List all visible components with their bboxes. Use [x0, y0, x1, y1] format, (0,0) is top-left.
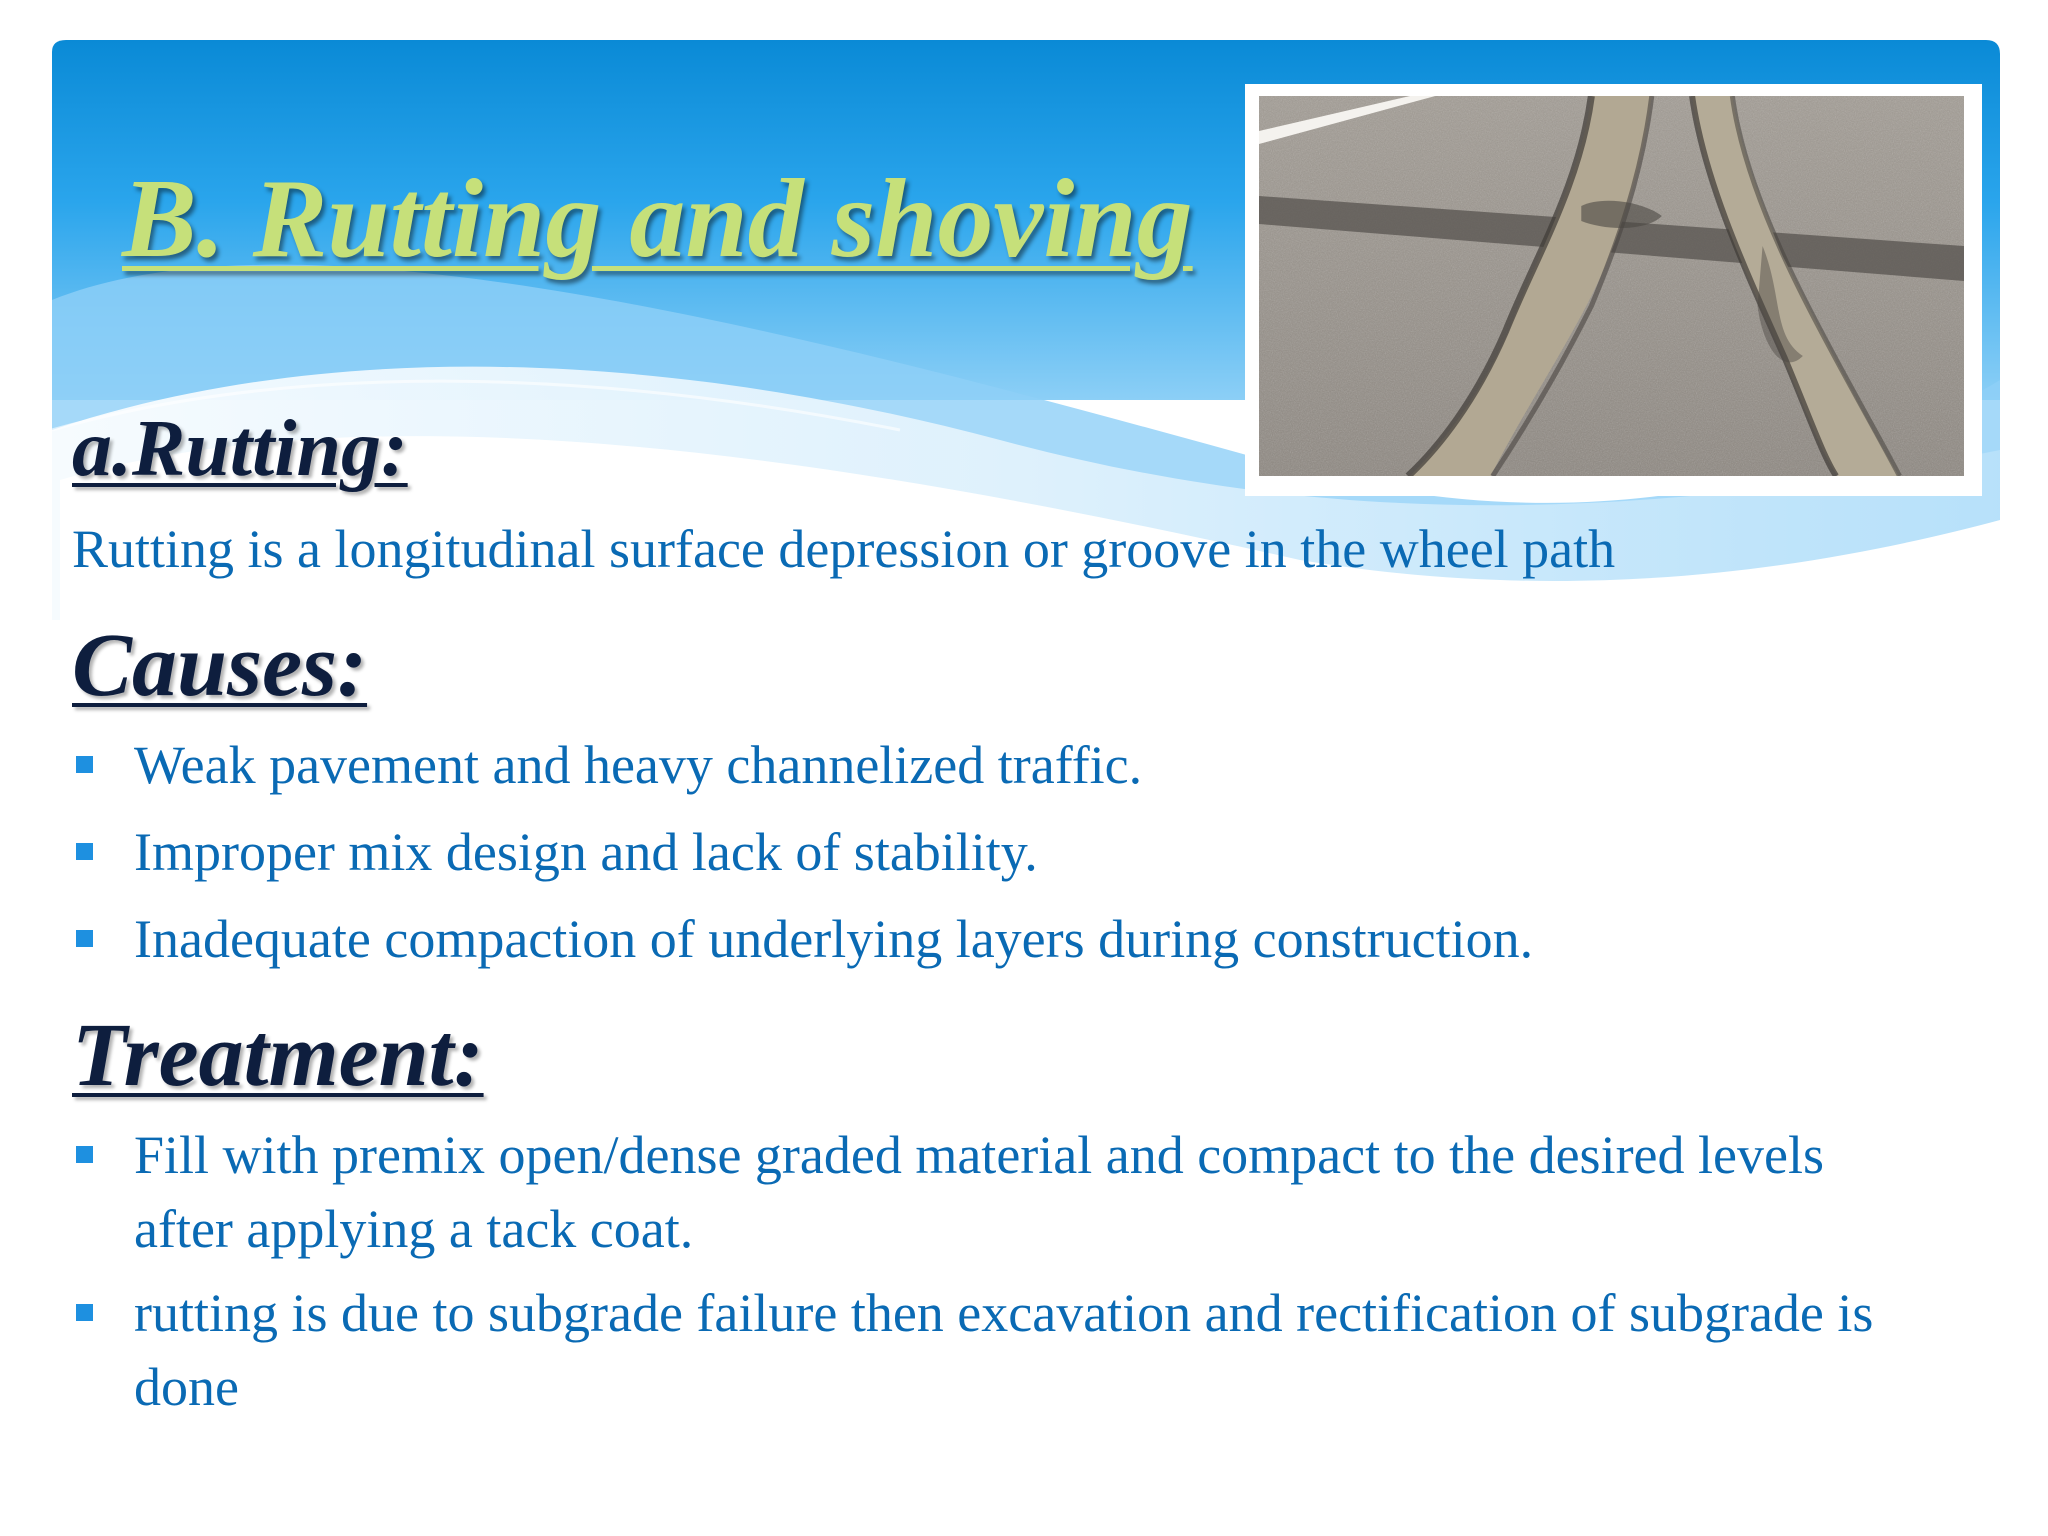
list-item [72, 728, 1902, 802]
bullet-square-icon [76, 843, 93, 860]
treatment-text: rutting is due to subgrade failure then excavation and rectification of subgrade is done [134, 1283, 1874, 1417]
bullet-square-icon [76, 1304, 93, 1321]
rutting-heading: a.Rutting: [72, 405, 408, 493]
list-item [72, 1276, 1902, 1424]
cause-text: Inadequate compaction of underlying layers during construction. [134, 909, 1534, 969]
rutting-definition: Rutting is a longitudinal surface depression or groove in the wheel path [72, 519, 1616, 579]
slide-title: B. Rutting and shoving [122, 157, 1193, 281]
rutting-photo [1245, 84, 1982, 496]
list-item [72, 1118, 1902, 1266]
cause-text: Weak pavement and heavy channelized traffic. [134, 735, 1143, 795]
treatment-text: Fill with premix open/dense graded material and compact to the desired levels after applying a tack coat. [134, 1125, 1824, 1259]
treatment-list [72, 1118, 1902, 1434]
treatment-heading: Treatment: [72, 1006, 484, 1105]
list-item [72, 815, 1902, 889]
causes-list [72, 728, 1902, 989]
bullet-square-icon [76, 756, 93, 773]
causes-heading: Causes: [72, 616, 368, 715]
bullet-square-icon [76, 930, 93, 947]
list-item [72, 902, 1902, 976]
bullet-square-icon [76, 1146, 93, 1163]
cause-text: Improper mix design and lack of stability. [134, 822, 1038, 882]
